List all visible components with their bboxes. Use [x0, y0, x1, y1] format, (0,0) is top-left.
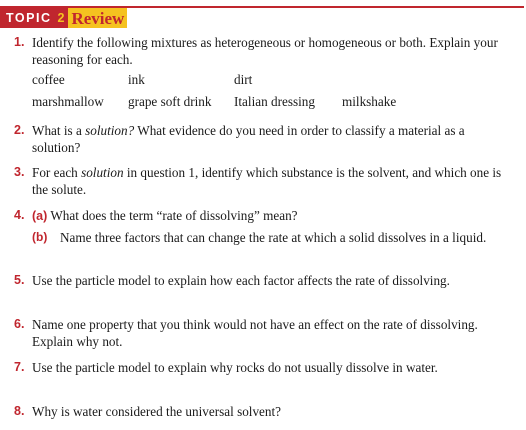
review-title: Review — [68, 8, 127, 28]
question-text — [14, 207, 514, 225]
part-label: (a) — [32, 209, 48, 223]
emphasis: solution — [81, 165, 124, 180]
text-run: What is a — [32, 123, 86, 138]
question-number: 5. — [14, 273, 25, 287]
topic-number: 2 — [57, 11, 65, 25]
question-text — [14, 164, 514, 198]
text-run: in question 1, identify which substance is the solvent, and which one is the solute. — [32, 165, 502, 197]
question-number: 6. — [14, 317, 25, 331]
part-text: Name three factors that can change the rate at which a solid dissolves in a liquid. — [60, 230, 487, 245]
topic-badge — [0, 8, 68, 28]
question-number: 4. — [14, 208, 25, 222]
mixture-item: Italian dressing — [234, 94, 315, 109]
mixture-item: dirt — [234, 72, 253, 87]
question-1 — [14, 33, 514, 68]
question-5 — [14, 271, 514, 289]
section-header — [0, 8, 127, 28]
part-text: What does the term “rate of dissolving” mean? — [50, 208, 298, 223]
mixture-item: grape soft drink — [128, 94, 212, 109]
emphasis: solution? — [85, 123, 135, 138]
question-3 — [14, 163, 514, 198]
question-text — [14, 122, 514, 156]
question-number: 7. — [14, 360, 25, 374]
question-2 — [14, 121, 514, 156]
question-number: 1. — [14, 35, 25, 49]
question-8 — [14, 402, 514, 420]
mixture-item: ink — [128, 72, 145, 87]
question-7 — [14, 358, 514, 376]
question-number: 8. — [14, 404, 25, 418]
question-4 — [14, 206, 514, 225]
topic-label: TOPIC — [6, 11, 52, 25]
mixture-item: coffee — [32, 72, 65, 87]
part-label: (b) — [32, 230, 48, 244]
question-text: Use the particle model to explain why rocks do not usually dissolve in water. — [32, 360, 438, 375]
question-4b — [32, 228, 512, 246]
question-number: 3. — [14, 165, 25, 179]
text-run: What evidence do you need in order to classify a material as a solution? — [32, 123, 465, 155]
question-6 — [14, 315, 514, 350]
question-number: 2. — [14, 123, 25, 137]
mixture-item: marshmallow — [32, 94, 104, 109]
question-text: Why is water considered the universal solvent? — [32, 404, 282, 419]
question-text: Use the particle model to explain how each factor affects the rate of dissolving. — [32, 273, 450, 288]
question-text: Identify the following mixtures as heterogeneous or homogeneous or both. Explain your reasoning for each. — [32, 35, 498, 67]
text-run: For each — [32, 165, 82, 180]
mixture-item: milkshake — [342, 94, 397, 109]
question-text: Name one property that you think would not have an effect on the rate of dissolving. Explain why not. — [32, 317, 478, 349]
